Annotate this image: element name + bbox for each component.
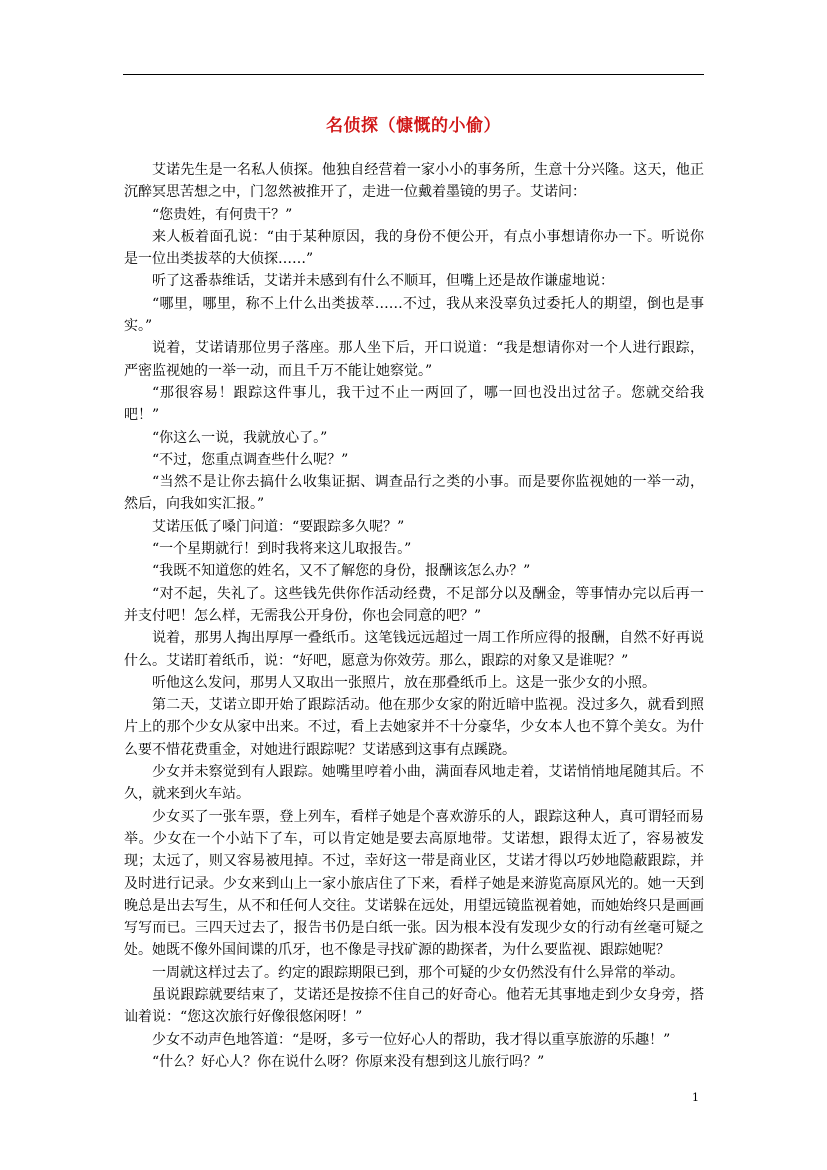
paragraph: “什么？好心人？你在说什么呀？你原来没有想到这儿旅行吗？”: [152, 1053, 545, 1070]
page-title: 名侦探（慷慨的小偷）: [326, 116, 501, 136]
paragraph: 少女不动声色地答道：“是呀，多亏一位好心人的帮助，我才得以重享旅游的乐趣！”: [152, 1031, 671, 1048]
paragraph: “你这么一说，我就放心了。”: [152, 429, 328, 446]
paragraph: “当然不是让你去搞什么收集证据、调查品行之类的小事。而是要你监视她的一举一动，然后，向我如实汇报。”: [124, 474, 704, 513]
paragraph: 听他这么发问，那男人又取出一张照片，放在那叠纸币上。这是一张少女的小照。: [152, 674, 656, 691]
paragraph: 听了这番恭维话，艾诺并未感到有什么不顺耳，但嘴上还是故作谦虚地说：: [152, 273, 614, 290]
paragraph: “对不起，失礼了。这些钱先供你作活动经费，不足部分以及酬金，等事情办完以后再一并支付吧！怎么样，无需我公开身份，你也会同意的吧？”: [124, 585, 704, 624]
paragraph: “一个星期就行！到时我将来这儿取报告。”: [152, 541, 412, 558]
paragraph: “我既不知道您的姓名，又不了解您的身份，报酬该怎么办？”: [152, 563, 531, 580]
header-rule: [123, 74, 704, 75]
paragraph: “您贵姓，有何贵干？”: [152, 206, 293, 223]
paragraph: 一周就这样过去了。约定的跟踪期限已到，那个可疑的少女仍然没有什么异常的举动。: [152, 964, 684, 981]
paragraph: 艾诺先生是一名私人侦探。他独自经营着一家小小的事务所，生意十分兴隆。这天，他正沉醉冥思苦想之中，门忽然被推开了，走进一位戴着墨镜的男子。艾诺问：: [124, 162, 704, 201]
paragraph: “不过，您重点调查些什么呢？”: [152, 451, 349, 468]
paragraph: 第二天，艾诺立即开始了跟踪活动。他在那少女家的附近暗中监视。没过多久，就看到照片上的那个少女从家中出来。不过，看上去她家并不十分豪华，少女本人也不算个美女。为什么要不惜花费重金，对她进行跟踪呢？艾诺感到这事有点蹊跷。: [124, 697, 704, 758]
paragraph: 艾诺压低了嗓门问道：“要跟踪多久呢？”: [152, 518, 405, 535]
paragraph: 少女并未察觉到有人跟踪。她嘴里哼着小曲，满面春风地走着，艾诺悄悄地尾随其后。不久，就来到火车站。: [124, 764, 704, 803]
paragraph: “哪里，哪里，称不上什么出类拔萃……不过，我从来没辜负过委托人的期望，倒也是事实。”: [124, 295, 704, 335]
paragraph: 说着，艾诺请那位男子落座。那人坐下后，开口说道：“我是想请你对一个人进行跟踪，严密监视她的一举一动，而且千万不能让她察觉。”: [124, 340, 704, 379]
article-body: [124, 159, 704, 1073]
paragraph: 少女买了一张车票，登上列车，看样子她是个喜欢游乐的人，跟踪这种人，真可谓轻而易举。少女在一个小站下了车，可以肯定她是要去高原地带。艾诺想，跟得太近了，容易被发现；太远了，则又容易被甩掉。不过，幸好这一带是商业区，艾诺才得以巧妙地隐蔽跟踪，并及时进行记录。少女来到山上一家小旅店住了下来，看样子她是来游览高原风光的。她一天到晚总是出去写生，从不和任何人交往。艾诺躲在远处，用望远镜监视着她，而她始终只是画画写写而已。三四天过去了，报告书仍是白纸一张。因为根本没有发现少女的行动有丝毫可疑之处。她既不像外国间谍的爪牙，也不像是寻找矿源的勘探者，为什么要监视、跟踪她呢？: [124, 808, 704, 959]
paragraph: “那很容易！跟踪这件事儿，我干过不止一两回了，哪一回也没出过岔子。您就交给我吧！”: [124, 384, 704, 424]
paragraph: 说着，那男人掏出厚厚一叠纸币。这笔钱远远超过一周工作所应得的报酬，自然不好再说什么。艾诺盯着纸币，说：“好吧，愿意为你效劳。那么，跟踪的对象又是谁呢？”: [124, 630, 704, 669]
page-number: 1: [692, 1091, 699, 1104]
paragraph: 来人板着面孔说：“由于某种原因，我的身份不便公开，有点小事想请你办一下。听说你是一位出类拔萃的大侦探……”: [124, 228, 704, 268]
paragraph: 虽说跟踪就要结束了，艾诺还是按捺不住自己的好奇心。他若无其事地走到少女身旁，搭讪着说：“您这次旅行好像很悠闲呀！”: [124, 986, 704, 1026]
